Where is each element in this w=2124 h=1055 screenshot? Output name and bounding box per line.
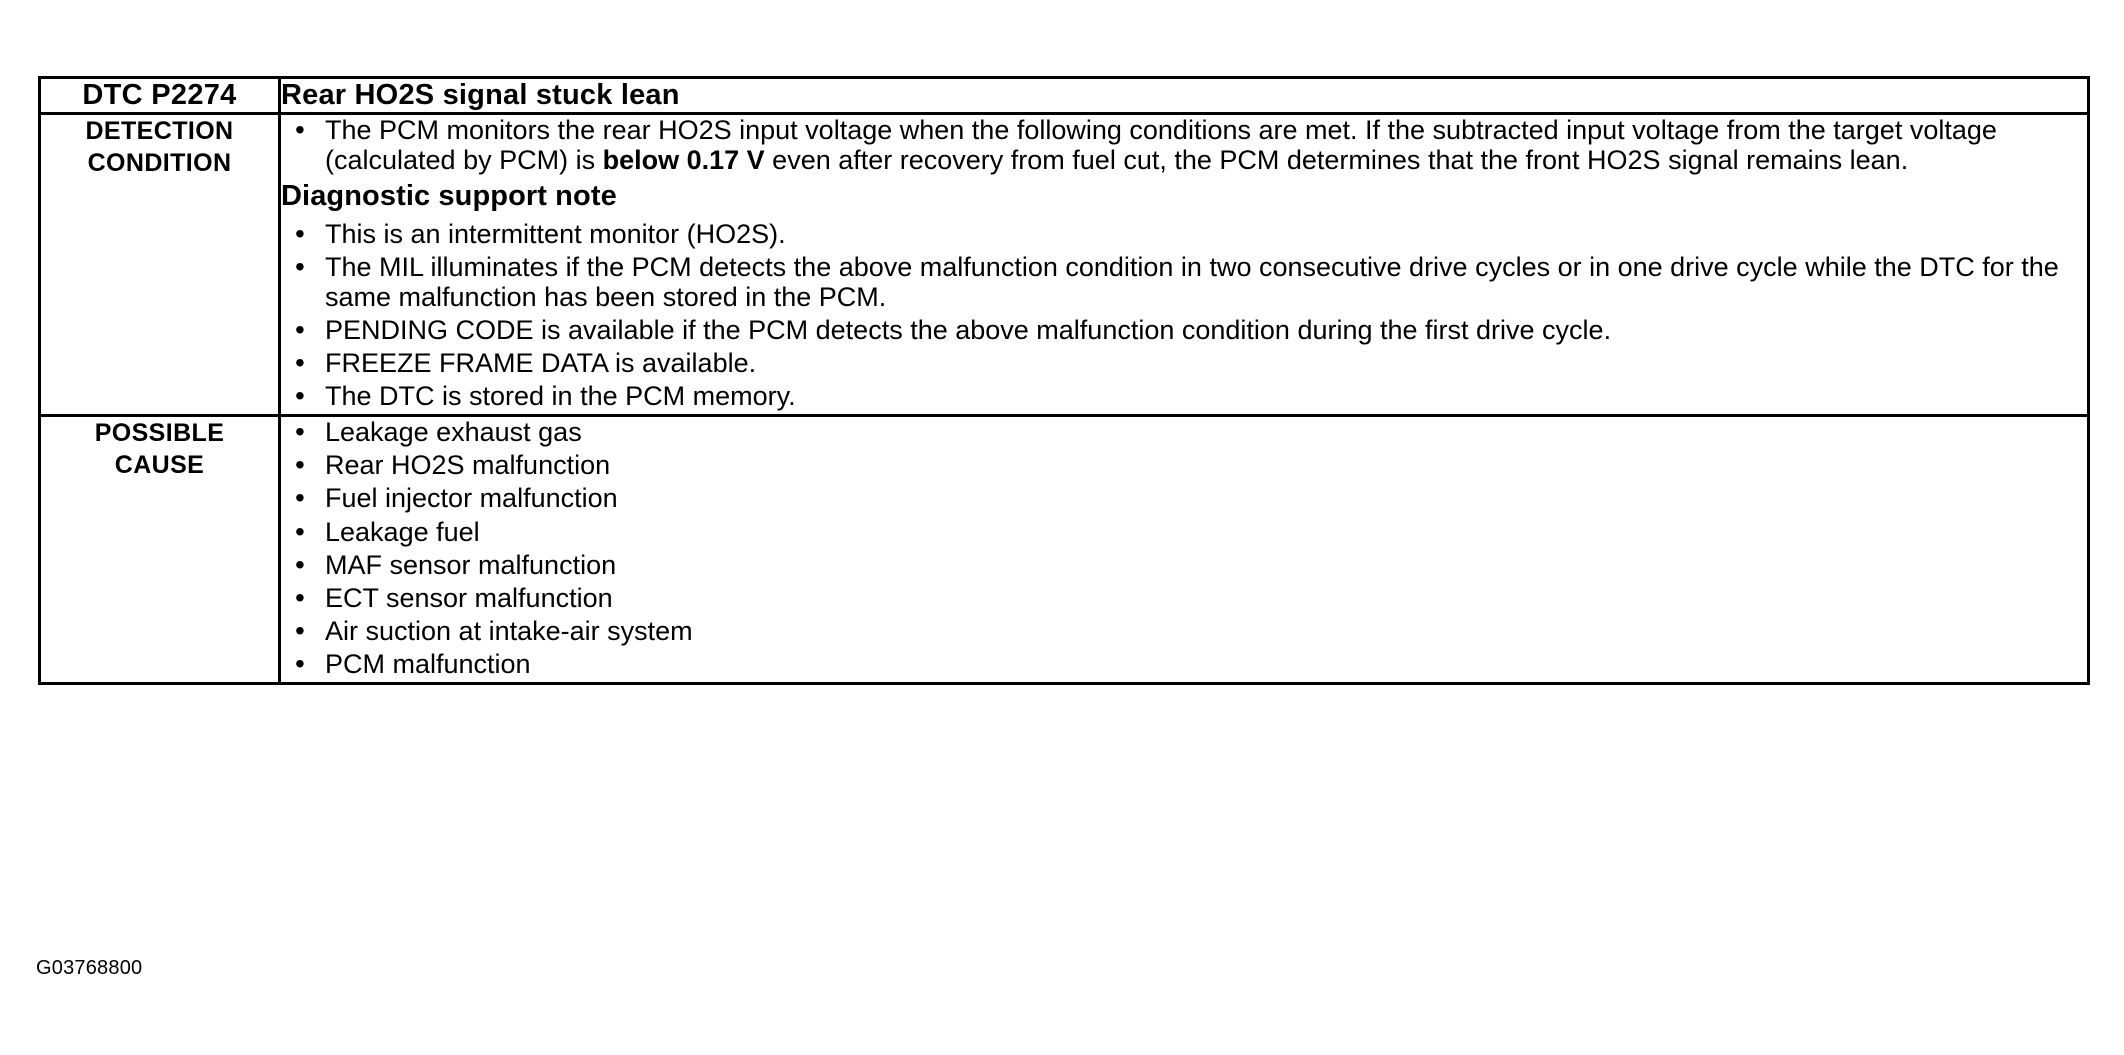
list-item (281, 115, 2087, 175)
list-item: • The MIL illuminates if the PCM detects the above malfunction condition in two consecutive drive cycles or in one drive cycle while the DTC for the same malfunction has been stored in the PCM. (281, 252, 2087, 312)
diagnostic-support-note-heading: Diagnostic support note (281, 180, 617, 213)
possible-cause-label (40, 416, 280, 684)
list-item: • This is an intermittent monitor (HO2S). (281, 219, 2087, 249)
list-item: • Leakage fuel (281, 517, 2087, 547)
table-row-possible-cause (40, 416, 2089, 684)
detection-condition-label-line1: DETECTION (85, 117, 234, 145)
list-item: • PCM malfunction (281, 649, 2087, 679)
detection-condition-label-line2: CONDITION (87, 149, 232, 177)
list-item: • Fuel injector malfunction (281, 483, 2087, 513)
detection-text-threshold: below 0.17 V (602, 145, 765, 176)
detection-text-pre: The PCM monitors the rear HO2S input voltage when the following conditions are met. If the subtracted input voltage from the target voltage (calculated by PCM) is (325, 115, 1997, 176)
possible-cause-list (281, 417, 2087, 679)
list-item: • PENDING CODE is available if the PCM detects the above malfunction condition during the first drive cycle. (281, 315, 2087, 345)
dtc-code-cell: DTC P2274 (40, 78, 280, 114)
possible-cause-label-line1: POSSIBLE (94, 419, 225, 448)
possible-cause-label-line2: CAUSE (114, 451, 205, 480)
detection-condition-content (280, 114, 2089, 416)
list-item: • Rear HO2S malfunction (281, 450, 2087, 480)
detection-text-post: even after recovery from fuel cut, the PCM determines that the front HO2S signal remains lean. (764, 145, 1909, 176)
figure-id: G03768800 (36, 957, 143, 979)
dtc-title-cell: Rear HO2S signal stuck lean (280, 78, 2089, 114)
list-item: • Leakage exhaust gas (281, 417, 2087, 447)
diagnostic-support-note-list (281, 219, 2087, 412)
table-row-dtc-header (40, 78, 2089, 114)
detection-condition-main-list (281, 115, 2087, 175)
possible-cause-content (280, 416, 2089, 684)
list-item: • ECT sensor malfunction (281, 583, 2087, 613)
table-row-detection-condition (40, 114, 2089, 416)
list-item: • The DTC is stored in the PCM memory. (281, 381, 2087, 411)
list-item: • Air suction at intake-air system (281, 616, 2087, 646)
list-item: • FREEZE FRAME DATA is available. (281, 348, 2087, 378)
dtc-table (38, 76, 2090, 685)
detection-condition-label (40, 114, 280, 416)
list-item: • MAF sensor malfunction (281, 550, 2087, 580)
